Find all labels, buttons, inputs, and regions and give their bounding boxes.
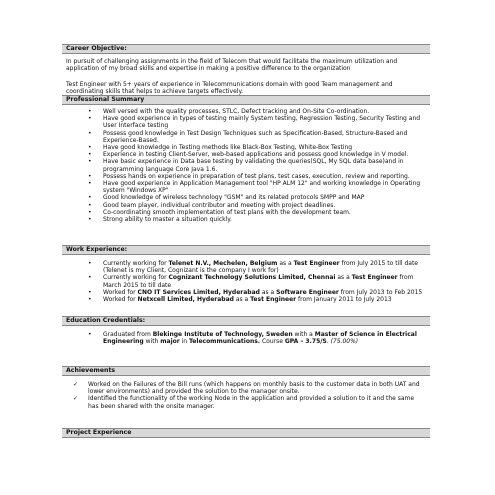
education-list [66,331,426,345]
list-item: • Good team player, individual contributor and meeting with project deadlines. [88,201,336,209]
bullet-icon: • [88,288,92,296]
list-item: • Graduated from Blekinge Institute of Technology, Sweden with a Master of Science in Electrical Engineering with major in Telecommunications. Course GPA – 3.75/S. (75.00%) [88,331,417,346]
bullet-icon: • [88,115,92,123]
bullet-icon: • [88,129,92,137]
bullet-icon: • [88,151,92,159]
list-item: • Have good knowledge in Testing methods like Black-Box Testing, White-Box Testing [88,144,353,152]
education-heading: Education Credentials: [62,316,430,326]
list-item: • Have basic experience in Data base testing by validating the queries(SQL, My SQL data base)and in programming language Core Java 1.6. [88,158,404,173]
list-item: ✓ Worked on the Failures of the Bill runs (which happens on monthly basis to the customer data in both UAT and lower environments) and provided the solution to the manager onsite. [73,381,420,396]
list-item: • Worked for Netxcell Limited, Hyderabad as a Test Engineer from January 2011 to July 2013 [88,296,392,304]
list-item: • Worked for CNO IT Services Limited, Hyderabad as a Software Engineer from July 2013 to Feb 2015 [88,288,423,296]
achievements-heading: Achievements [62,366,430,376]
list-item: • Well versed with the quality processes, STLC, Defect tracking and On-Site Co-ordination. [88,108,370,115]
bullet-icon: • [88,194,92,202]
bullet-icon: • [88,144,92,152]
list-item: • Possess hands on experience in preparation of test plans, test cases, execution, review and reporting. [88,172,410,180]
bullet-icon: • [88,180,92,188]
bullet-icon: • [88,296,92,304]
work-experience-heading: Work Experience: [62,245,430,255]
list-item: • Have good experience in Application Management tool "HP ALM 12" and working knowledge in Operating system "Windows XP" [88,180,421,195]
list-item: • Currently working for Cognizant Technology Solutions Limited, Chennai as a Test Engineer from March 2015 to till date [88,274,414,289]
check-icon: ✓ [73,381,79,388]
list-item: • Currently working for Telenet N.V., Mechelen, Belgium as a Test Engineer from July 2015 to till date (Telenet is my Client, Cognizant is the company I work for) [88,260,418,275]
professional-summary-list [66,108,426,223]
bullet-icon: • [88,274,92,282]
list-item: • Strong ability to master a situation quickly. [88,216,232,224]
list-item: ✓ Identified the functionality of the working Node in the application and provided a solution to it and the same has been shared with the onsite manager. [73,395,415,410]
bullet-icon: • [88,216,92,224]
work-experience-list [66,260,426,303]
bullet-icon: • [88,201,92,209]
list-item: • Experience in testing Client-Server, web-based applications and possess good knowledge in V model. [88,151,409,159]
list-item: • Good knowledge of wireless technology "GSM" and its related protocols SMPP and MAP [88,194,365,202]
career-objective-text: In pursuit of challenging assignments in the field of Telecom that would facilitate the maximum utilization and application of my broad skills and expertise in making a positive difference to the organization [66,58,398,73]
check-icon: ✓ [73,395,79,403]
project-experience-heading: Project Experience [62,428,430,438]
professional-summary-heading: Professional Summary [62,95,430,105]
list-item: • Co-coordinating smooth implementation of test plans with the development team. [88,208,351,216]
bullet-icon: • [88,108,92,115]
career-objective-heading: Career Objective: [62,44,430,54]
list-item: • Have good experience in types of testing mainly System testing, Regression Testing, Security Testing and User Interface testing [88,115,421,130]
list-item: • Possess good knowledge in Test Design Techniques such as Specification-Based, Structure-Based and Experience-Based. [88,129,408,144]
achievements-list [66,381,426,410]
career-summary-text: Test Engineer with 5+ years of experience in Telecommunications domain with good Team management and coordinating skills that helps to achieve targets effectively. [66,81,393,96]
bullet-icon: • [88,260,92,267]
bullet-icon: • [88,158,92,166]
bullet-icon: • [88,331,92,338]
bullet-icon: • [88,172,92,180]
bullet-icon: • [88,208,92,216]
